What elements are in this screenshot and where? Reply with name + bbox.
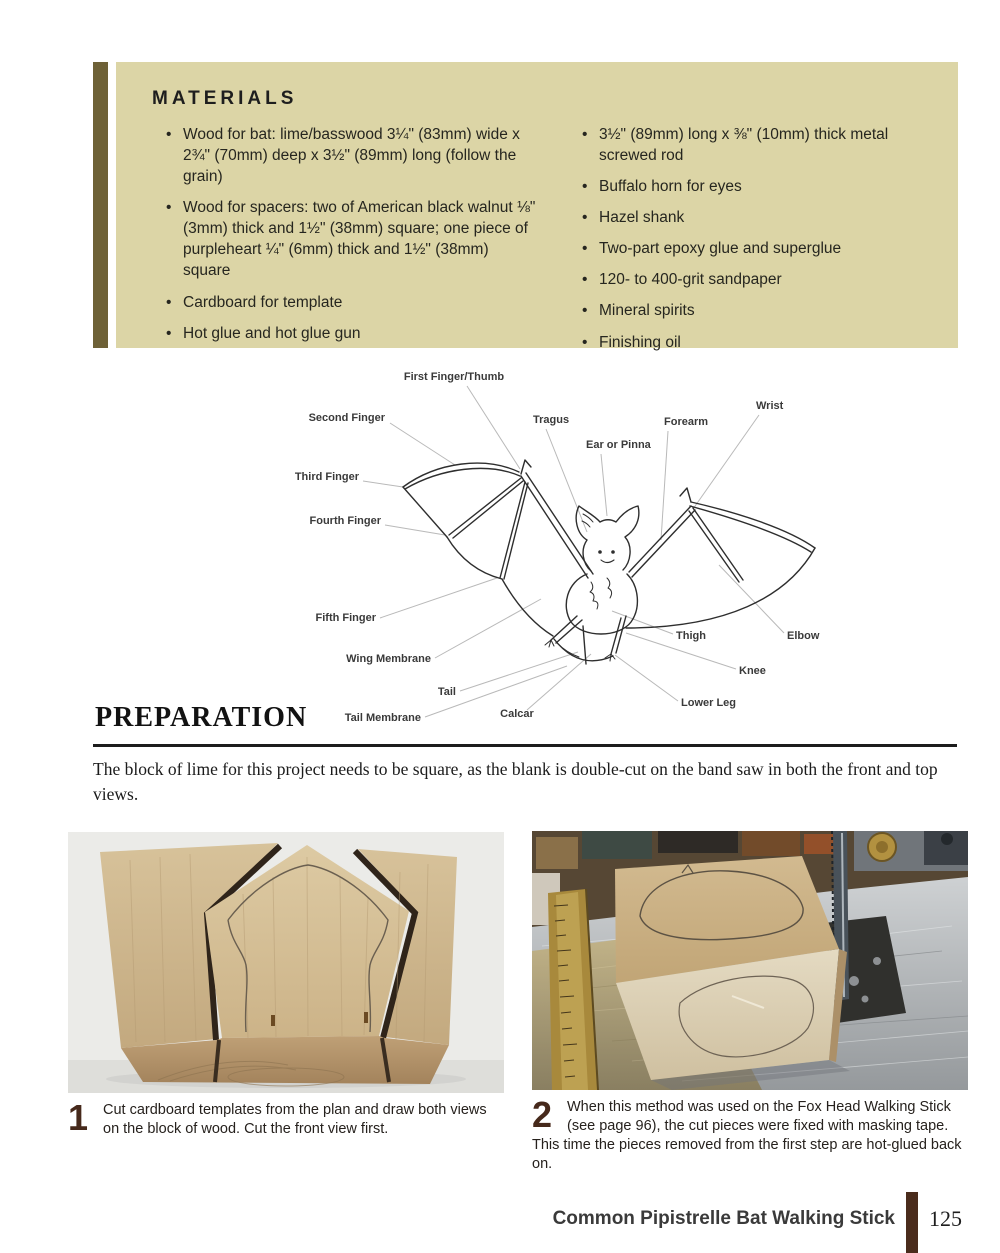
photo-step-1 [68, 832, 504, 1093]
figure-step-2 [532, 831, 968, 1175]
label-wrist: Wrist [756, 400, 784, 412]
bat-illustration [403, 460, 815, 664]
materials-item: • Hazel shank [580, 207, 910, 228]
step-number: 2 [532, 1094, 553, 1135]
materials-item: • Wood for bat: lime/basswood 3¼" (83mm) wide x 2¾" (70mm) deep x 3½" (89mm) long (follow the grain) [164, 124, 536, 187]
materials-list-left [164, 124, 536, 363]
materials-item: • Two-part epoxy glue and superglue [580, 238, 910, 259]
materials-heading: MATERIALS [152, 88, 298, 109]
materials-columns [116, 110, 958, 363]
intro-paragraph: The block of lime for this project needs to be square, as the blank is double-cut on the band saw in both the front and top views. [93, 759, 938, 805]
label-knee: Knee [739, 665, 766, 677]
materials-item: • Wood for spacers: two of American black walnut ⅛" (3mm) thick and 1½" (38mm) square; one piece of purpleheart ¼" (6mm) thick and 1½" (38mm) square [164, 197, 536, 281]
label-wing-membrane: Wing Membrane [346, 653, 431, 665]
label-lower-leg: Lower Leg [681, 697, 737, 709]
label-forearm: Forearm [664, 416, 709, 428]
footer-divider-bar [906, 1192, 918, 1253]
materials-item: • 3½" (89mm) long x ⅜" (10mm) thick metal screwed rod [580, 124, 910, 166]
label-tail-membrane: Tail Membrane [344, 712, 421, 724]
materials-item: • Mineral spirits [580, 300, 910, 321]
label-second-finger: Second Finger [308, 412, 385, 424]
diagram-labels [295, 371, 820, 724]
materials-item: • Cardboard for template [164, 292, 536, 313]
label-fourth-finger: Fourth Finger [309, 515, 381, 527]
label-tail: Tail [437, 686, 456, 698]
bolt [941, 833, 953, 845]
drill-mark [271, 1015, 275, 1026]
label-ear-or-pinna: Ear or Pinna [586, 439, 651, 451]
materials-item: • Hot glue and hot glue gun [164, 323, 536, 344]
footer-title: Common Pipistrelle Bat Walking Stick [552, 1208, 895, 1229]
label-thigh: Thigh [676, 630, 706, 642]
drill-mark [364, 1012, 368, 1023]
photo-step-2 [532, 831, 968, 1090]
figure-step-1 [68, 832, 504, 1139]
step-number: 1 [68, 1097, 89, 1138]
label-elbow: Elbow [787, 630, 820, 642]
step-caption [68, 1097, 504, 1139]
materials-item: • Finishing oil [580, 332, 910, 353]
step-caption [532, 1094, 968, 1175]
materials-box [116, 62, 958, 351]
step-caption-text: Cut cardboard templates from the plan and draw both views on the block of wood. Cut the front view first. [103, 1102, 487, 1138]
materials-item: • 120- to 400-grit sandpaper [580, 269, 910, 290]
insert-hole [849, 976, 859, 986]
materials-accent-bar [93, 62, 108, 348]
label-third-finger: Third Finger [295, 471, 359, 483]
section-rule [93, 744, 957, 747]
guide-wheel-hub [876, 841, 888, 853]
materials-list-right [580, 124, 910, 363]
preparation-heading: PREPARATION [95, 702, 308, 733]
label-calcar: Calcar [500, 708, 534, 720]
materials-item: • Buffalo horn for eyes [580, 176, 910, 197]
footer-page-number: 125 [929, 1206, 962, 1231]
diagram-leader-lines [363, 386, 784, 717]
step-caption-text: When this method was used on the Fox Head Walking Stick (see page 96), the cut pieces were fixed with masking tape. This time the pieces removed from the first step are hot-glued back on. [532, 1099, 962, 1173]
label-fifth-finger: Fifth Finger [315, 612, 376, 624]
label-first-finger-thumb: First Finger/Thumb [403, 371, 505, 383]
insert-hole [873, 957, 881, 965]
bat-anatomy-diagram [295, 366, 835, 734]
label-tragus: Tragus [533, 414, 570, 426]
insert-hole [862, 996, 869, 1003]
